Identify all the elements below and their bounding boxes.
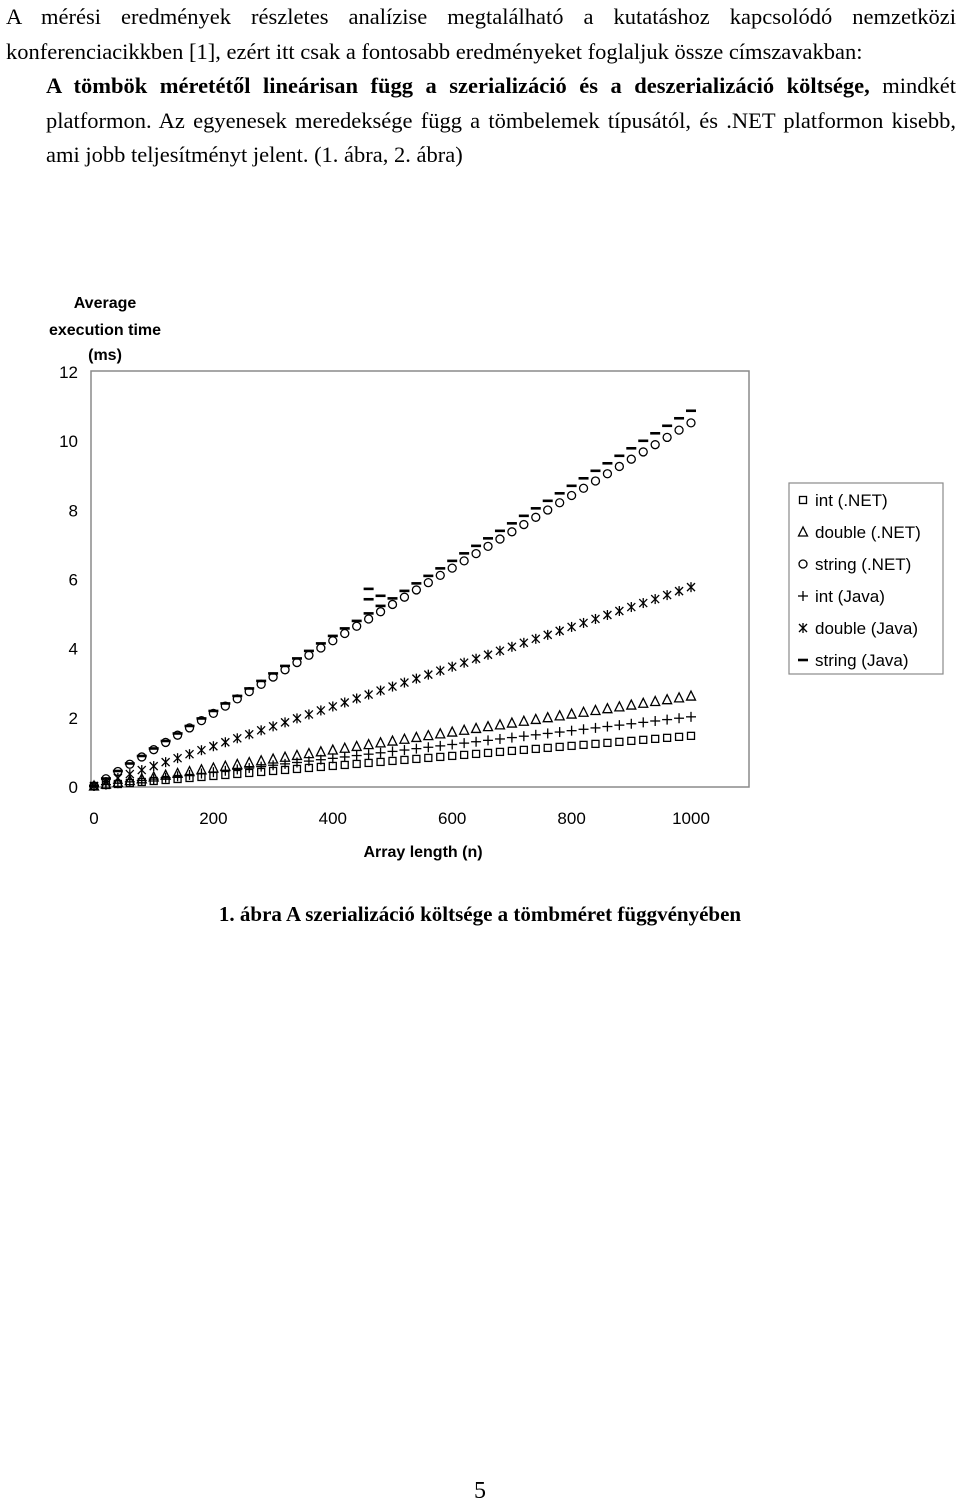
- legend-label: int (Java): [815, 587, 885, 606]
- y-axis-label: [49, 295, 161, 364]
- paragraph-findings: [6, 69, 956, 173]
- y-tick-label: 10: [59, 432, 78, 452]
- page-number: 5: [474, 1478, 486, 1504]
- x-tick-label: 200: [199, 809, 228, 828]
- figure-caption: 1. ábra A szerializáció költsége a tömbméret függvényében: [218, 902, 742, 926]
- legend-item: [798, 651, 909, 670]
- legend-label: double (.NET): [815, 523, 921, 542]
- paragraph-intro: A mérési eredmények részletes analízise megtalálható a kutatáshoz kapcsolódó nemzetközi konferenciacikkben [1], ezért itt csak a fontosabb eredményeket foglaljuk össze címszavakban:: [6, 4, 956, 64]
- y-tick-label: 6: [68, 570, 78, 590]
- execution-time-chart: [0, 280, 960, 880]
- y-tick-labels: [59, 363, 78, 797]
- legend: [789, 483, 943, 674]
- x-tick-label: 800: [557, 809, 586, 828]
- y-tick-label: 8: [68, 501, 78, 521]
- x-tick-label: 600: [438, 809, 467, 828]
- x-axis-label: Array length (n): [363, 844, 483, 861]
- y-axis-label-line-1: Average: [73, 295, 137, 312]
- y-axis-label-line-3: (ms): [88, 347, 122, 364]
- y-tick-label: 2: [68, 708, 78, 728]
- legend-item: [799, 619, 918, 638]
- y-axis-label-line-2: execution time: [48, 322, 162, 339]
- x-tick-label: 0: [89, 809, 99, 828]
- legend-label: string (Java): [815, 651, 909, 670]
- x-tick-labels: [89, 809, 710, 828]
- legend-item: [799, 523, 921, 542]
- paragraph-findings-bold: A tömbök méretétől lineárisan függ a szerializáció és a deszerializáció költsége,: [46, 73, 870, 98]
- paragraph-findings-rest: mindkét platformon. Az egyenesek meredeksége függ a tömbelemek típusától, és .NET platformon kisebb, ami jobb teljesítményt jelent. (1. ábra, 2. ábra): [46, 73, 957, 167]
- y-tick-label: 12: [59, 363, 78, 382]
- y-tick-label: 0: [68, 778, 78, 797]
- y-tick-label: 4: [68, 639, 78, 659]
- body-text: [6, 0, 956, 173]
- x-tick-label: 400: [318, 809, 347, 828]
- legend-item: [799, 555, 911, 574]
- legend-box: [789, 483, 943, 674]
- legend-label: double (Java): [815, 619, 919, 638]
- legend-label: string (.NET): [815, 555, 912, 574]
- legend-label: int (.NET): [815, 491, 888, 510]
- x-tick-label: 1000: [672, 809, 710, 828]
